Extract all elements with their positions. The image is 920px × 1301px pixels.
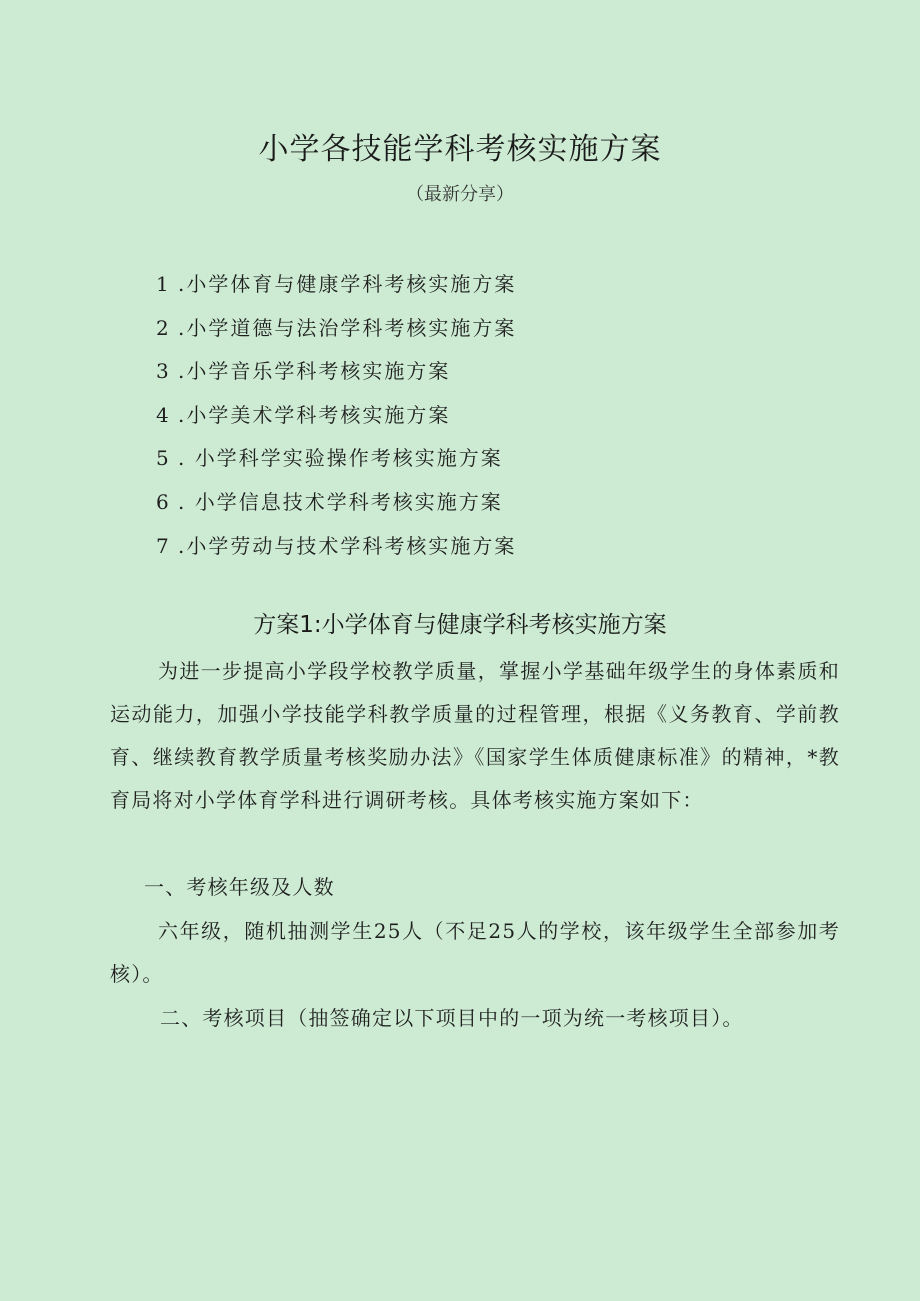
- toc-text: .小学音乐学科考核实施方案: [178, 359, 451, 384]
- toc-number: 6: [156, 489, 171, 514]
- toc-number: 1: [156, 272, 171, 296]
- toc-item: [156, 484, 516, 528]
- toc-number: 3: [156, 359, 171, 384]
- toc-number: 4: [156, 402, 171, 427]
- body-paragraph: 六年级，随机抽测学生25人（不足25人的学校，该年级学生全部参加考核）。: [110, 919, 840, 986]
- toc-text: . 小学信息技术学科考核实施方案: [178, 489, 503, 514]
- toc-item: [156, 266, 516, 310]
- toc-item: [156, 397, 516, 441]
- toc-item: [156, 440, 516, 484]
- toc-item: [156, 310, 516, 354]
- body-paragraph: 为进一步提高小学段学校教学质量，掌握小学基础年级学生的身体素质和运动能力，加强小学技能学科教学质量的过程管理，根据《义务教育、学前教育、继续教育教学质量考核奖励办法》《国家学生体质健康标准》的精神，*教育局将对小学体育学科进行调研考核。具体考核实施方案如下：: [110, 659, 840, 812]
- document-title: 小学各技能学科考核实施方案: [258, 132, 662, 167]
- toc-number: 7: [156, 533, 171, 558]
- section-title: 方案1:小学体育与健康学科考核实施方案: [253, 612, 667, 638]
- toc-number: 2: [156, 315, 171, 340]
- toc-text: .小学体育与健康学科考核实施方案: [178, 272, 517, 296]
- toc-item: [156, 353, 516, 397]
- section-heading: 一、考核年级及人数: [144, 875, 335, 899]
- document-subtitle: （最新分享）: [406, 184, 514, 205]
- toc-text: .小学道德与法治学科考核实施方案: [178, 315, 517, 340]
- toc-number: 5: [156, 446, 171, 471]
- toc-text: .小学劳动与技术学科考核实施方案: [178, 533, 517, 558]
- toc-item: [156, 528, 516, 572]
- toc-text: .小学美术学科考核实施方案: [178, 402, 451, 427]
- table-of-contents: [156, 266, 516, 571]
- section-heading: 二、考核项目（抽签确定以下项目中的一项为统一考核项目）。: [160, 1006, 744, 1030]
- toc-text: . 小学科学实验操作考核实施方案: [178, 446, 503, 471]
